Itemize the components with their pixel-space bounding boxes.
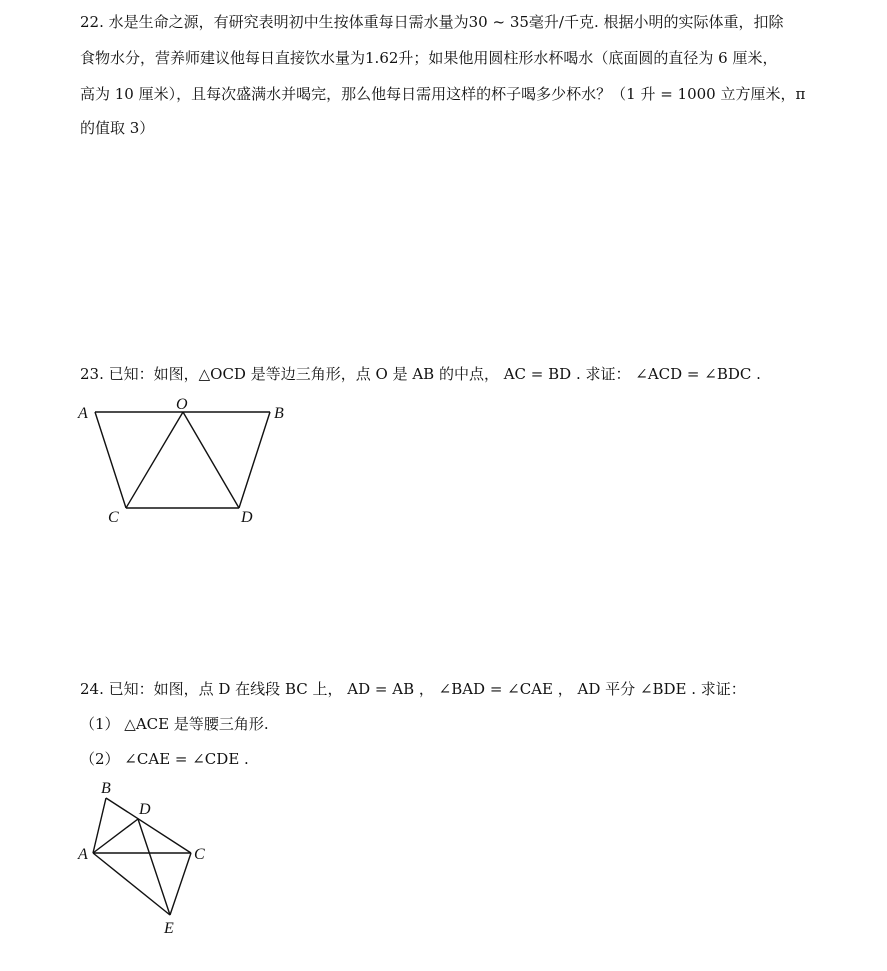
label-A: A	[78, 405, 88, 422]
q22-line-3: 高为 10 厘米），且每次盛满水并喝完，那么他每日需用这样的杯子喝多少杯水？（1 升 = 1000 立方厘米，π	[80, 85, 806, 103]
segment-DE	[138, 819, 170, 915]
label-D: D	[139, 801, 151, 818]
label-O: O	[176, 396, 188, 413]
label-A: A	[78, 846, 88, 863]
segment-AC	[95, 412, 126, 508]
q22-line-1: 22. 水是生命之源，有研究表明初中生按体重每日需水量为30 ~ 35毫升/千克. 根据小明的实际体重，扣除	[80, 13, 784, 31]
segment-OD	[183, 412, 239, 508]
label-B: B	[101, 780, 111, 797]
q24-figure	[70, 775, 220, 940]
label-B: B	[274, 405, 284, 422]
q23-statement: 23. 已知：如图，△OCD 是等边三角形，点 O 是 AB 的中点， AC = BD . 求证： ∠ACD = ∠BDC .	[80, 365, 761, 383]
q24-part-1: （1） △ACE 是等腰三角形.	[80, 715, 269, 733]
q22-line-4: 的值取 3）	[80, 119, 155, 137]
segment-OC	[126, 412, 183, 508]
segment-AE	[93, 853, 170, 915]
q24-statement: 24. 已知：如图，点 D 在线段 BC 上， AD = AB ， ∠BAD = ∠CAE ， AD 平分 ∠BDE . 求证：	[80, 680, 746, 698]
q23-figure	[70, 392, 300, 532]
q24-part-2: （2） ∠CAE = ∠CDE .	[80, 750, 249, 768]
segment-CE	[170, 853, 191, 915]
label-C: C	[194, 846, 205, 863]
label-C: C	[108, 509, 119, 526]
label-D: D	[241, 509, 253, 526]
segment-BD	[239, 412, 270, 508]
label-E: E	[164, 920, 174, 937]
q22-line-2: 食物水分，营养师建议他每日直接饮水量为1.62升；如果他用圆柱形水杯喝水（底面圆的直径为 6 厘米，	[80, 49, 778, 67]
